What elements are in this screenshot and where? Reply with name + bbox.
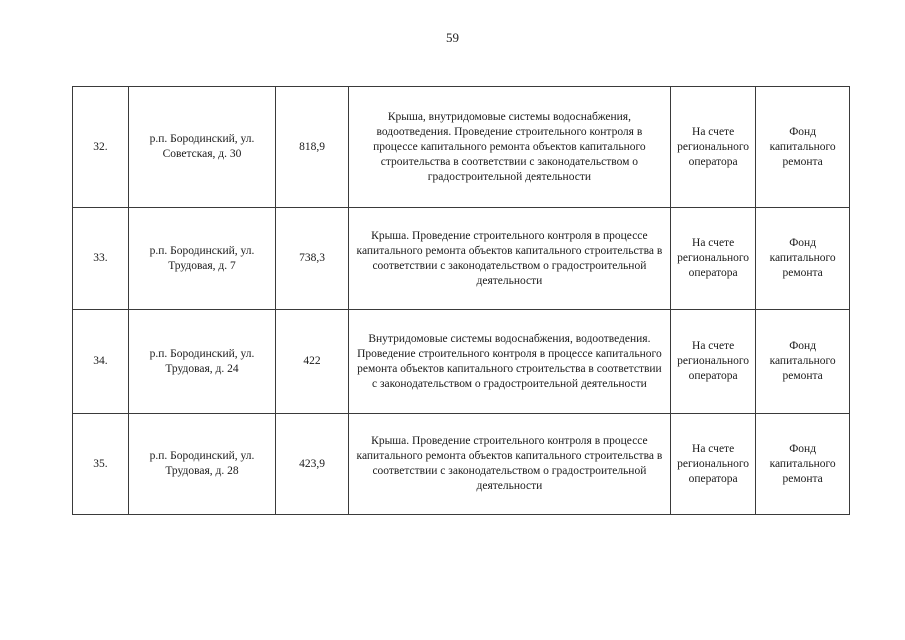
row-number-cell: 34. [73,310,129,414]
funding-source-cell: Фонд капитального ремонта [756,208,850,310]
area-cell: 738,3 [276,208,349,310]
row-number-cell: 32. [73,87,129,208]
financing-cell: На счете регионального оператора [670,414,755,515]
address-cell: р.п. Бородинский, ул. Трудовая, д. 28 [128,414,275,515]
table-row [73,87,850,208]
financing-cell: На счете регионального оператора [670,310,755,414]
area-cell: 423,9 [276,414,349,515]
address-cell: р.п. Бородинский, ул. Трудовая, д. 7 [128,208,275,310]
works-cell: Крыша. Проведение строительного контроля в процессе капитального ремонта объектов капитального строительства в соответствии с законодательством о градостроительной деятельности [348,208,670,310]
row-number-cell: 33. [73,208,129,310]
repair-works-table [72,86,850,515]
table-row [73,310,850,414]
works-cell: Внутридомовые системы водоснабжения, водоотведения. Проведение строительного контроля в процессе капитального ремонта объектов капитального строительства в соответствии с законодательством о градостроительной деятельности [348,310,670,414]
funding-source-cell: Фонд капитального ремонта [756,87,850,208]
page-number: 59 [446,30,459,45]
table-row [73,414,850,515]
table-row [73,208,850,310]
area-cell: 422 [276,310,349,414]
address-cell: р.п. Бородинский, ул. Трудовая, д. 24 [128,310,275,414]
works-cell: Крыша. Проведение строительного контроля в процессе капитального ремонта объектов капитального строительства в соответствии с законодательством о градостроительной деятельности [348,414,670,515]
funding-source-cell: Фонд капитального ремонта [756,310,850,414]
funding-source-cell: Фонд капитального ремонта [756,414,850,515]
works-cell: Крыша, внутридомовые системы водоснабжения, водоотведения. Проведение строительного контроля в процессе капитального ремонта объектов капитального строительства в соответствии с законодательством о градостроительной деятельности [348,87,670,208]
area-cell: 818,9 [276,87,349,208]
financing-cell: На счете регионального оператора [670,87,755,208]
row-number-cell: 35. [73,414,129,515]
financing-cell: На счете регионального оператора [670,208,755,310]
address-cell: р.п. Бородинский, ул. Советская, д. 30 [128,87,275,208]
